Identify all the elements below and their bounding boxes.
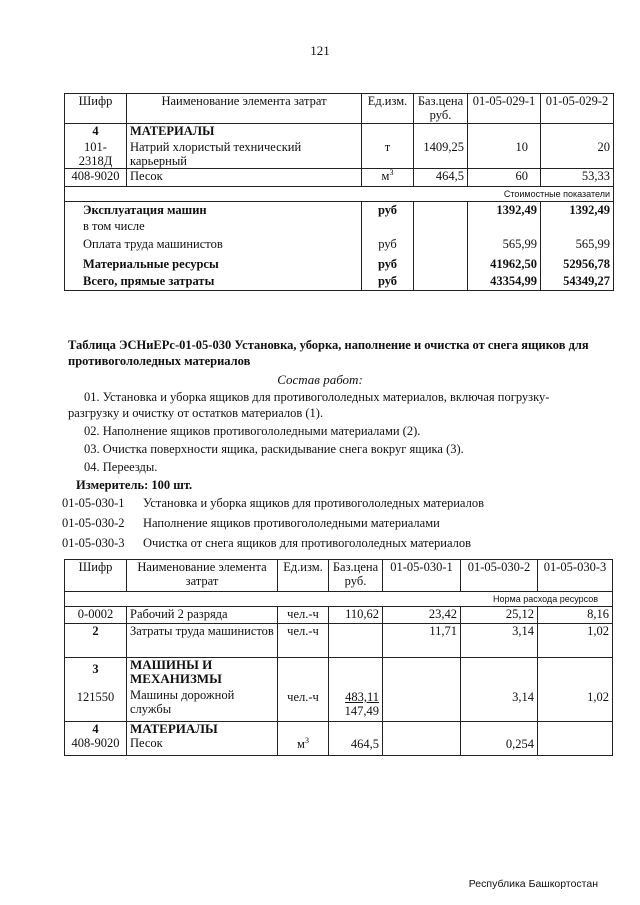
- unit-superscript: 3: [389, 168, 394, 177]
- table-row: [65, 624, 613, 658]
- row-name: Рабочий 2 разряда: [127, 607, 278, 624]
- header-price: Баз.цена руб.: [329, 560, 383, 592]
- header-name: Наименование элемента затрат: [127, 94, 362, 124]
- header-unit: Ед.изм.: [362, 94, 414, 124]
- work-code: 01-05-030-1: [62, 496, 125, 510]
- header-col-3: 01-05-030-3: [538, 560, 613, 592]
- cost-indicators-note: Стоимостные показатели: [65, 187, 614, 202]
- row-unit: чел.-ч: [278, 658, 329, 722]
- header-price: Баз.цена руб.: [414, 94, 468, 124]
- row-name: Затраты труда машинистов: [127, 624, 278, 658]
- row-code: 0-0002: [65, 607, 127, 624]
- work-item: 04. Переезды.: [84, 460, 158, 474]
- row-name: Машины дорожной службы: [130, 688, 235, 716]
- summary-value-1: 565,99: [468, 234, 541, 254]
- row-unit: м: [381, 169, 390, 183]
- table-row: [65, 169, 614, 187]
- header-unit: Ед.изм.: [278, 560, 329, 592]
- header-code: Шифр: [65, 94, 127, 124]
- row-value-3: 1,02: [538, 624, 613, 658]
- table-row: [65, 722, 613, 756]
- work-item: 03. Очистка поверхности ящика, раскидывание снега вокруг ящика (3).: [84, 442, 464, 456]
- work-item: 02. Наполнение ящиков противогололедными материалами (2).: [84, 424, 421, 438]
- summary-label: Оплата труда машинистов: [65, 234, 362, 254]
- resource-norm-note: Норма расхода ресурсов: [65, 592, 613, 607]
- row-value-1: 23,42: [383, 607, 461, 624]
- summary-unit: руб: [362, 234, 414, 254]
- row-unit: м: [297, 737, 305, 751]
- row-name: Натрий хлористый технический карьерный: [130, 140, 302, 168]
- resources-table-030: [64, 559, 613, 756]
- header-col-1: 01-05-030-1: [383, 560, 461, 592]
- row-code: 101-2318Д: [78, 140, 113, 168]
- materials-section-title: МАТЕРИАЛЫ: [130, 721, 218, 736]
- row-value-2: 20: [541, 124, 614, 169]
- work-code-text: Установка и уборка ящиков для противогололедных материалов: [143, 496, 484, 510]
- row-value-2: 3,14: [461, 624, 538, 658]
- summary-value-2: 54349,27: [541, 273, 614, 290]
- table-row: [65, 658, 613, 722]
- summary-unit: руб: [362, 273, 414, 290]
- section-code: 4: [92, 124, 99, 138]
- summary-unit: руб: [362, 202, 414, 235]
- work-code-text: Наполнение ящиков противогололедными материалами: [143, 516, 440, 530]
- row-price: 1409,25: [414, 124, 468, 169]
- header-col-1: 01-05-029-1: [468, 94, 541, 124]
- summary-row: [65, 234, 614, 254]
- summary-row: [65, 273, 614, 290]
- header-col-2: 01-05-030-2: [461, 560, 538, 592]
- row-value-2: 53,33: [541, 169, 614, 187]
- row-value-1: [383, 658, 461, 722]
- row-value-1: [383, 722, 461, 756]
- materials-section-code: 4: [92, 722, 99, 736]
- summary-label: в том числе: [83, 219, 145, 233]
- row-code: 408-9020: [71, 736, 120, 750]
- machines-section-title: МАШИНЫ И МЕХАНИЗМЫ: [130, 657, 222, 686]
- measure-unit: Измеритель: 100 шт.: [76, 478, 193, 492]
- row-name: Песок: [127, 169, 362, 187]
- summary-value-2: 1392,49: [541, 202, 614, 235]
- page-number: 121: [310, 43, 330, 58]
- work-item: разгрузку и очистку от остатков материалов (1).: [68, 406, 324, 420]
- row-price: 110,62: [329, 607, 383, 624]
- row-price-secondary: 147,49: [344, 704, 379, 718]
- work-code-text: Очистка от снега ящиков для противогололедных материалов: [143, 536, 472, 550]
- summary-value-2: 52956,78: [541, 254, 614, 273]
- summary-value-1: 43354,99: [468, 273, 541, 290]
- table-title: Таблица ЭСНиЕРс-01-05-030 Установка, уборка, наполнение и очистка от снега ящиков для противогололедных материалов: [68, 338, 589, 368]
- row-unit: чел.-ч: [278, 624, 329, 658]
- section-title: МАТЕРИАЛЫ: [130, 124, 215, 138]
- summary-value-1: 1392,49: [468, 202, 541, 235]
- table-header-row: [65, 94, 614, 124]
- row-price: 464,5: [329, 722, 383, 756]
- row-value-3: [538, 722, 613, 756]
- composition-heading: Состав работ:: [277, 372, 363, 387]
- work-code: 01-05-030-3: [62, 536, 125, 550]
- summary-label: Эксплуатация машин: [83, 203, 207, 217]
- row-unit: чел.-ч: [278, 607, 329, 624]
- unit-superscript: 3: [304, 735, 309, 745]
- machines-section-code: 3: [92, 662, 99, 676]
- row-price: 464,5: [414, 169, 468, 187]
- work-code: 01-05-030-2: [62, 516, 125, 530]
- row-value-2: 0,254: [461, 722, 538, 756]
- row-value-2: 3,14: [461, 658, 538, 722]
- table-row: [65, 124, 614, 169]
- row-value-1: 60: [468, 169, 541, 187]
- row-value-1: 11,71: [383, 624, 461, 658]
- footer-region: Республика Башкортостан: [468, 878, 598, 890]
- header-col-2: 01-05-029-2: [541, 94, 614, 124]
- summary-label: Всего, прямые затраты: [65, 273, 362, 290]
- row-price: 483,11: [345, 690, 379, 704]
- row-code: 2: [65, 624, 127, 658]
- row-value-2: 25,12: [461, 607, 538, 624]
- row-unit: т: [362, 124, 414, 169]
- summary-value-2: 565,99: [541, 234, 614, 254]
- work-item: 01. Установка и уборка ящиков для противогололедных материалов, включая погрузку-: [84, 390, 550, 404]
- summary-row: [65, 202, 614, 235]
- header-code: Шифр: [65, 560, 127, 592]
- row-code: 408-9020: [65, 169, 127, 187]
- table-header-row: [65, 560, 613, 592]
- header-name: Наименование элемента затрат: [127, 560, 278, 592]
- summary-label: Материальные ресурсы: [65, 254, 362, 273]
- row-name: Песок: [130, 736, 163, 750]
- summary-value-1: 41962,50: [468, 254, 541, 273]
- row-value-1: 10: [468, 124, 541, 169]
- row-value-3: 1,02: [538, 658, 613, 722]
- table-row: [65, 607, 613, 624]
- summary-row: [65, 254, 614, 273]
- row-price: [329, 624, 383, 658]
- summary-unit: руб: [362, 254, 414, 273]
- materials-table-029: [64, 93, 614, 291]
- row-code: 121550: [76, 690, 115, 704]
- row-value-3: 8,16: [538, 607, 613, 624]
